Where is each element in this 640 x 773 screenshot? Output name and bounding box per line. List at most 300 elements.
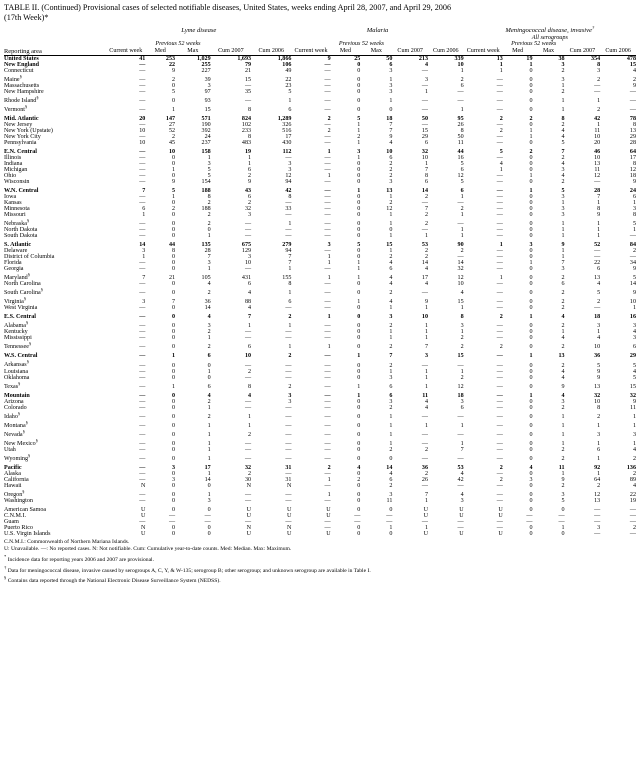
cell-value: 2: [561, 404, 565, 411]
cell-value: —: [594, 89, 601, 96]
cell-value: 1: [499, 275, 503, 282]
cell-value: 2: [632, 470, 636, 477]
cell-value: —: [139, 77, 146, 84]
cell-value: 1: [561, 227, 565, 234]
cell-value: 22: [168, 62, 176, 69]
cell-value: 42: [457, 476, 464, 483]
cell-value: —: [324, 134, 331, 141]
cell-value: —: [285, 518, 292, 525]
cell-value: 79: [244, 62, 252, 69]
row-label: Mississippi: [4, 335, 32, 342]
cell-value: —: [244, 374, 252, 381]
cell-value: 1: [207, 368, 211, 375]
cell-value: 6: [460, 404, 464, 411]
cell-value: 112: [282, 149, 292, 156]
cell-value: U: [498, 506, 503, 513]
cell-value: 1: [460, 422, 464, 429]
cell-value: —: [244, 491, 252, 498]
cell-value: 9: [632, 398, 636, 405]
cell-value: —: [496, 212, 503, 219]
row-label: Montana§: [4, 419, 28, 429]
cell-value: 2: [499, 344, 503, 351]
cell-value: 6: [389, 383, 393, 390]
row-label: Delaware: [4, 248, 28, 255]
cell-value: —: [496, 281, 503, 288]
cell-value: —: [496, 179, 503, 186]
cell-value: 2: [288, 353, 292, 360]
row-label: Mid. Atlantic: [4, 116, 39, 123]
cell-value: 10: [629, 299, 636, 306]
cell-value: 33: [285, 206, 292, 213]
cell-value: —: [324, 398, 331, 405]
cell-value: 5: [632, 374, 636, 381]
cell-value: U: [423, 530, 428, 537]
cell-value: 53: [421, 242, 428, 249]
cell-value: 0: [171, 260, 176, 267]
cell-value: 42: [285, 188, 292, 195]
cell-value: 1: [357, 353, 361, 360]
cell-value: U: [246, 530, 252, 537]
cell-value: 5: [632, 362, 636, 369]
cell-value: 6: [389, 266, 393, 273]
cell-value: 15: [421, 128, 428, 135]
cell-value: 19: [526, 56, 533, 63]
cell-value: 41: [139, 56, 146, 63]
cell-value: 0: [529, 206, 533, 213]
cell-value: 6: [424, 179, 428, 186]
group-subheader-all-serogroups: All serogroups: [531, 34, 568, 42]
cell-value: 20: [594, 140, 601, 147]
cell-value: 0: [529, 266, 533, 273]
cell-value: 0: [171, 281, 176, 288]
cell-value: 36: [421, 464, 428, 471]
cell-value: 10: [244, 353, 252, 360]
cell-value: 1: [327, 314, 331, 321]
cell-value: 0: [171, 227, 176, 234]
cell-value: 9: [389, 134, 393, 141]
cell-value: U: [459, 512, 464, 519]
cell-value: —: [496, 353, 503, 360]
cell-value: —: [594, 518, 601, 525]
cell-value: 1,029: [196, 56, 211, 63]
cell-value: 9: [561, 476, 565, 483]
cell-value: 1: [597, 440, 601, 447]
cell-value: 13: [594, 497, 601, 504]
cell-value: —: [244, 221, 252, 228]
cell-value: —: [139, 464, 146, 471]
cell-value: 50: [386, 56, 393, 63]
cell-value: 0: [357, 362, 361, 369]
cell-value: —: [457, 431, 464, 438]
prev52-label-lyme: Previous 52 weeks: [155, 41, 201, 48]
cell-value: —: [244, 329, 252, 336]
cell-value: 1: [424, 335, 428, 342]
cell-value: 1: [389, 431, 393, 438]
cell-value: 1: [529, 260, 533, 267]
cell-value: 1: [597, 233, 601, 240]
table-row: [4, 489, 636, 498]
cell-value: 10: [594, 398, 601, 405]
row-label: West Virginia: [4, 305, 38, 312]
row-label: Ohio: [4, 173, 17, 180]
cell-value: 3: [529, 476, 533, 483]
cell-value: 1: [357, 266, 361, 273]
cell-value: 3: [561, 77, 565, 84]
cell-value: 18: [386, 116, 393, 123]
cell-value: 483: [241, 140, 252, 147]
cell-value: 7: [460, 446, 464, 453]
cell-value: 19: [244, 149, 252, 156]
cell-value: 1: [357, 392, 361, 399]
cell-value: 3: [561, 398, 565, 405]
cell-value: 64: [594, 476, 601, 483]
cell-value: 0: [357, 413, 361, 420]
cell-value: 1: [632, 422, 636, 429]
cell-value: 45: [168, 140, 176, 147]
cell-value: 1: [597, 329, 601, 336]
cell-value: 0: [357, 470, 361, 477]
cell-value: 14: [629, 281, 636, 288]
cell-value: 2: [632, 524, 636, 531]
cell-value: 4: [424, 404, 428, 411]
cell-value: 84: [629, 242, 636, 249]
cell-value: 1: [389, 335, 393, 342]
cell-value: 38: [558, 56, 565, 63]
cell-value: —: [324, 68, 331, 75]
cell-value: 2: [389, 446, 393, 453]
cell-value: —: [496, 440, 503, 447]
cell-value: —: [285, 455, 292, 462]
cell-value: —: [496, 404, 503, 411]
cell-value: 0: [529, 344, 533, 351]
table-row: [4, 104, 636, 113]
cell-value: 18: [457, 392, 464, 399]
cell-value: 11: [558, 464, 565, 471]
cell-value: 2: [207, 344, 211, 351]
cell-value: 0: [357, 368, 361, 375]
cell-value: 10: [244, 260, 252, 267]
cell-value: 1: [357, 260, 361, 267]
cell-value: 0: [171, 266, 176, 273]
cell-value: 0: [529, 470, 533, 477]
cell-value: 1: [499, 167, 503, 174]
cell-value: 3: [389, 89, 393, 96]
cell-value: 12: [457, 275, 464, 282]
cell-value: 3: [597, 323, 601, 330]
cell-value: —: [324, 107, 331, 114]
row-label: Pennsylvania: [4, 140, 37, 147]
cell-value: 3: [460, 398, 464, 405]
cell-value: —: [168, 512, 176, 519]
cell-value: —: [496, 140, 503, 147]
cell-value: —: [526, 518, 533, 525]
cell-value: —: [139, 305, 146, 312]
cell-value: —: [244, 497, 252, 504]
cell-value: 7: [561, 260, 565, 267]
cell-value: 1: [171, 353, 176, 360]
cell-value: 8: [288, 194, 292, 201]
cell-value: —: [139, 344, 146, 351]
cell-value: 5: [460, 179, 464, 186]
cell-value: 2: [561, 455, 565, 462]
cell-value: 2: [632, 455, 636, 462]
cell-value: 4: [632, 68, 636, 75]
cell-value: 0: [529, 335, 533, 342]
row-label: Utah: [4, 446, 16, 453]
cell-value: 1: [460, 68, 464, 75]
cell-value: —: [324, 248, 331, 255]
cell-value: N: [287, 482, 292, 489]
cell-value: 8: [597, 62, 601, 69]
table-row: [4, 218, 636, 227]
cell-value: 14: [421, 188, 428, 195]
cell-value: 10: [139, 128, 146, 135]
cell-value: 2: [460, 206, 464, 213]
cell-value: 0: [171, 161, 176, 168]
cell-value: 2: [248, 200, 252, 207]
cell-value: 4: [561, 128, 565, 135]
cell-value: 4: [460, 290, 464, 297]
cell-value: 0: [529, 422, 533, 429]
cell-value: 52: [594, 242, 601, 249]
cell-value: 4: [207, 281, 211, 288]
cell-value: 7: [424, 491, 428, 498]
cell-value: 28: [204, 248, 211, 255]
cell-value: 3: [389, 491, 393, 498]
cell-value: 1: [389, 305, 393, 312]
row-label: Hawaii: [4, 482, 22, 489]
cell-value: 1: [460, 227, 464, 234]
cell-value: 0: [529, 431, 533, 438]
cell-value: —: [285, 305, 292, 312]
cell-value: —: [168, 518, 176, 525]
cell-value: —: [558, 512, 565, 519]
cell-value: 10: [457, 62, 464, 69]
cell-value: 7: [288, 260, 292, 267]
cell-value: —: [324, 440, 331, 447]
cell-value: —: [386, 518, 393, 525]
cell-value: 4: [424, 62, 428, 69]
row-label: Massachusetts: [4, 83, 40, 90]
cell-value: 5: [597, 362, 601, 369]
cell-value: —: [139, 221, 146, 228]
cell-value: 1: [424, 374, 428, 381]
cell-value: 0: [357, 227, 361, 234]
cell-value: 1,866: [277, 56, 292, 63]
cell-value: 3: [142, 248, 146, 255]
cell-value: 1: [597, 455, 601, 462]
cell-value: 3: [207, 497, 211, 504]
cell-value: 0: [357, 206, 361, 213]
col-mening-cum-2007: Cum 2007: [569, 48, 596, 55]
cell-value: 92: [594, 464, 601, 471]
cell-value: 1: [460, 440, 464, 447]
cell-value: 0: [357, 290, 361, 297]
cell-value: 0: [171, 470, 176, 477]
cell-value: 0: [171, 344, 176, 351]
cell-value: —: [324, 77, 331, 84]
cell-value: 4: [389, 260, 393, 267]
col-malaria-med: Med: [339, 48, 352, 55]
cell-value: —: [421, 518, 428, 525]
cell-value: 5: [207, 167, 211, 174]
cell-value: 3: [248, 254, 252, 261]
cell-value: 1,693: [237, 56, 252, 63]
cell-value: —: [139, 122, 146, 129]
cell-value: 2: [499, 128, 503, 135]
cell-value: 1: [357, 122, 361, 129]
cell-value: —: [139, 518, 146, 525]
row-label: Virginia§: [4, 296, 27, 306]
cell-value: —: [496, 77, 503, 84]
cell-value: 1: [248, 323, 252, 330]
cell-value: 1: [248, 155, 252, 162]
cell-value: 6: [288, 299, 292, 306]
cell-value: 0: [357, 221, 361, 228]
cell-value: —: [496, 299, 503, 306]
cell-value: 2: [632, 77, 636, 84]
cell-value: 0: [529, 383, 533, 390]
cell-value: 4: [561, 392, 565, 399]
cell-value: 1: [327, 149, 331, 156]
cell-value: 2: [389, 362, 393, 369]
cell-value: 1: [460, 212, 464, 219]
cell-value: 0: [171, 212, 176, 219]
cell-value: 1: [597, 470, 601, 477]
page-title: [4, 3, 636, 23]
cell-value: 4: [561, 173, 565, 180]
cell-value: 1: [248, 161, 252, 168]
cell-value: 9: [632, 179, 636, 186]
cell-value: —: [496, 497, 503, 504]
cell-value: 0: [529, 497, 533, 504]
cell-value: 4: [597, 281, 601, 288]
cell-value: —: [629, 107, 636, 114]
cell-value: 2: [248, 470, 252, 477]
cell-value: 2: [561, 89, 565, 96]
cell-value: 2: [424, 212, 428, 219]
cell-value: 1: [207, 431, 211, 438]
cell-value: —: [285, 374, 292, 381]
cell-value: 49: [285, 68, 292, 75]
cell-value: —: [496, 134, 503, 141]
cell-value: 4: [632, 329, 636, 336]
table-row: [4, 296, 636, 305]
cell-value: —: [139, 404, 146, 411]
cell-value: 1: [561, 98, 565, 105]
cell-value: —: [629, 518, 636, 525]
cell-value: 9: [561, 383, 565, 390]
cell-value: N: [246, 524, 252, 531]
row-label: Illinois: [4, 155, 22, 162]
cell-value: —: [457, 98, 464, 105]
cell-value: —: [594, 254, 601, 261]
cell-value: 5: [632, 221, 636, 228]
cell-value: —: [285, 368, 292, 375]
cell-value: 1: [207, 470, 211, 477]
cell-value: —: [324, 422, 331, 429]
cell-value: 0: [529, 398, 533, 405]
cell-value: 10: [594, 134, 601, 141]
cell-value: 17: [204, 464, 211, 471]
row-label: District of Columbia: [4, 254, 55, 261]
footnotes: [4, 539, 636, 586]
cell-value: 7: [389, 353, 393, 360]
col-malaria-cum-2006: Cum 2006: [433, 48, 459, 55]
cell-value: —: [285, 446, 292, 453]
cell-value: 1: [424, 524, 428, 531]
cell-value: 1: [460, 305, 464, 312]
cell-value: 13: [629, 128, 636, 135]
col-lyme-max: Max: [187, 48, 199, 55]
cell-value: —: [244, 440, 252, 447]
cell-value: 4: [207, 392, 211, 399]
row-label: South Dakota: [4, 233, 38, 240]
table-row: [4, 272, 636, 281]
row-label: New Hampshire: [4, 89, 44, 96]
row-label: Florida: [4, 260, 22, 267]
cell-value: 29: [629, 134, 636, 141]
cell-value: 7: [389, 122, 393, 129]
cell-value: —: [139, 161, 146, 168]
cell-value: 14: [204, 305, 211, 312]
cell-value: 3: [207, 83, 211, 90]
row-label: Michigan: [4, 167, 28, 174]
cell-value: 4: [561, 134, 565, 141]
cell-value: 12: [285, 173, 292, 180]
cell-value: 8: [248, 134, 252, 141]
cell-value: —: [139, 266, 146, 273]
cell-value: U: [498, 512, 503, 519]
cell-value: 0: [171, 413, 176, 420]
cell-value: 2: [460, 344, 464, 351]
cell-value: 1: [171, 194, 176, 201]
cell-value: 0: [529, 440, 533, 447]
cell-value: 0: [357, 440, 361, 447]
cell-value: 3: [357, 149, 361, 156]
col-lyme-med: Med: [154, 48, 166, 55]
cell-value: 0: [529, 329, 533, 336]
cell-value: 1: [288, 290, 292, 297]
row-label: Maryland§: [4, 272, 30, 282]
cell-value: 11: [594, 128, 601, 135]
cell-value: 8: [248, 107, 252, 114]
cell-value: —: [324, 62, 331, 69]
col-lyme-current-week: Current week: [109, 48, 143, 55]
cell-value: 5: [171, 89, 176, 96]
cell-value: —: [421, 362, 428, 369]
cell-value: —: [354, 518, 361, 525]
cell-value: 3: [288, 392, 292, 399]
cell-value: 0: [357, 254, 361, 261]
row-label: North Dakota: [4, 227, 38, 234]
cell-value: —: [324, 368, 331, 375]
cell-value: 1: [561, 221, 565, 228]
cell-value: —: [421, 83, 428, 90]
col-lyme-cum-2007: Cum 2007: [218, 48, 244, 55]
cell-value: 2: [424, 470, 428, 477]
cell-value: 36: [594, 353, 601, 360]
cell-value: 6: [460, 167, 464, 174]
cell-value: 4: [632, 368, 636, 375]
cell-value: U: [287, 512, 292, 519]
cell-value: 2: [460, 374, 464, 381]
cell-value: —: [204, 512, 211, 519]
row-label: California: [4, 476, 29, 483]
cell-value: 3: [597, 524, 601, 531]
cell-value: 31: [285, 476, 292, 483]
cell-value: 1: [389, 524, 393, 531]
